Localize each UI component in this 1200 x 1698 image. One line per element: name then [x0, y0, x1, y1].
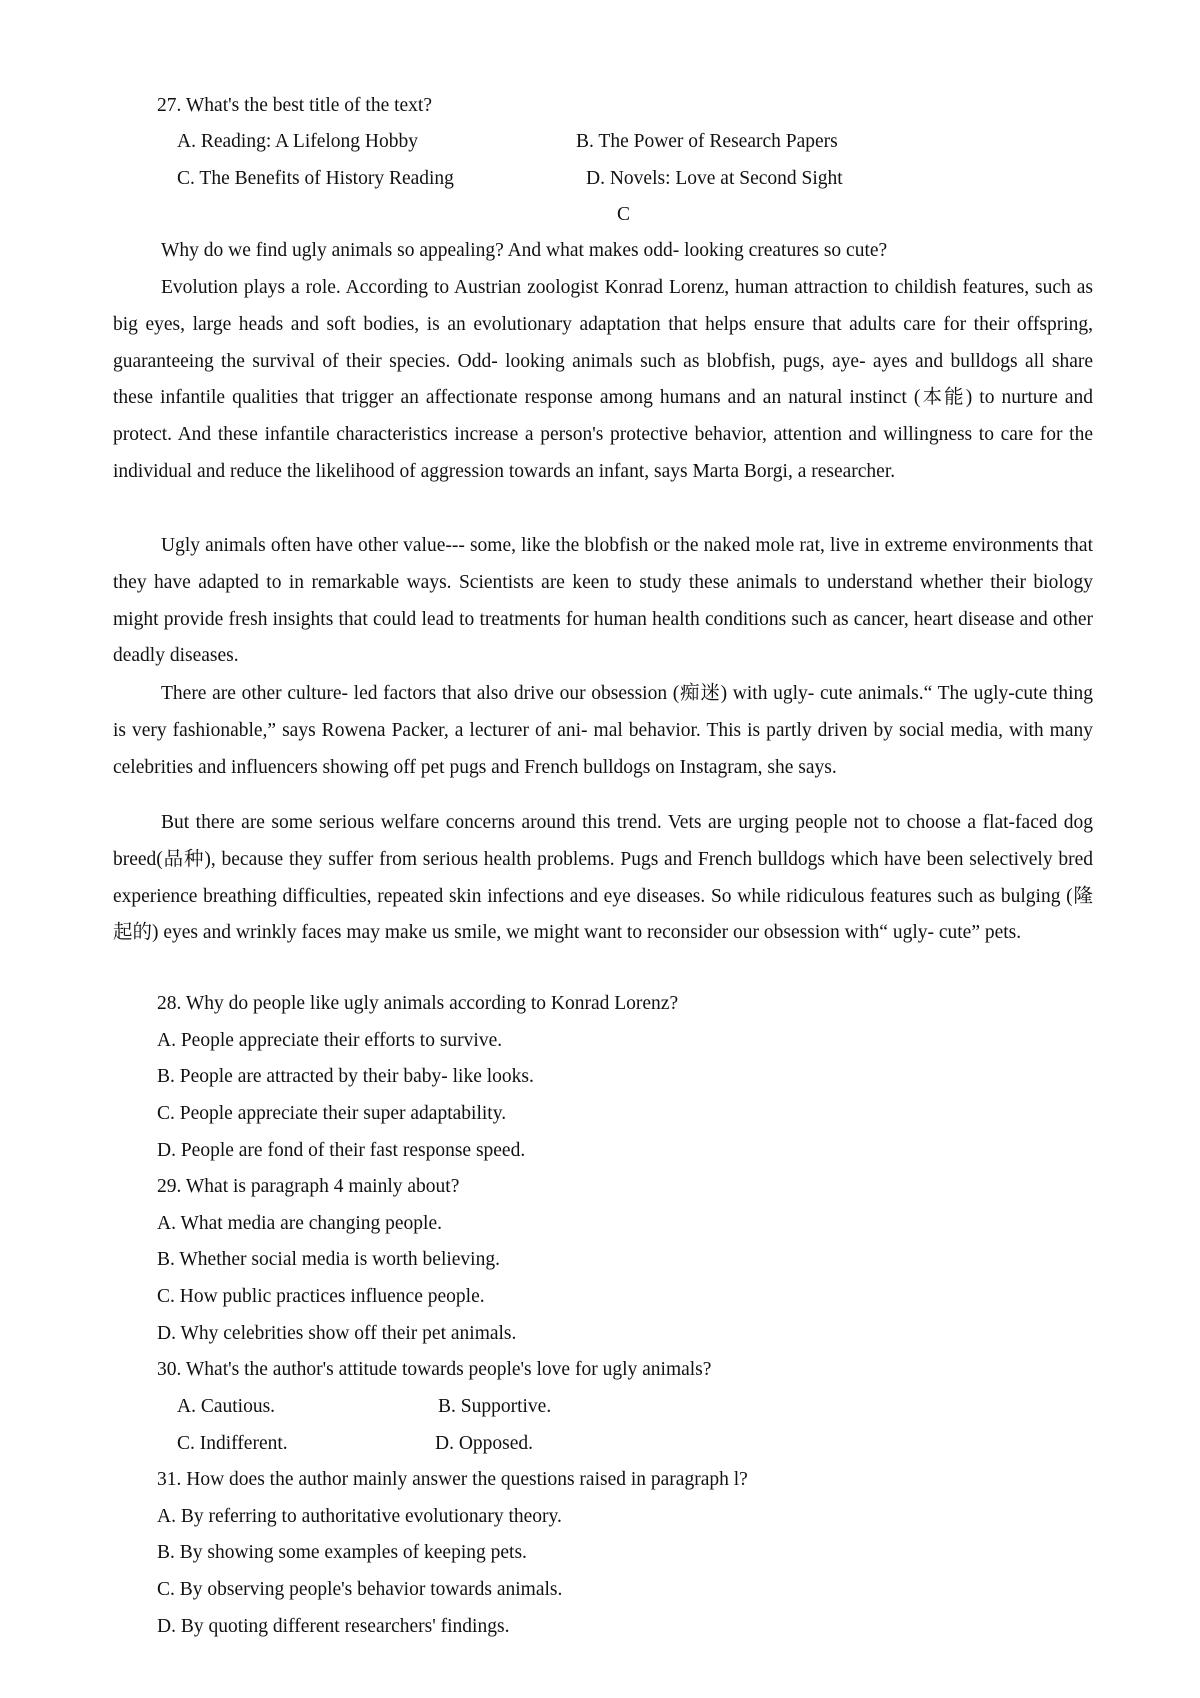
q29-stem: 29. What is paragraph 4 mainly about? [157, 1176, 460, 1197]
q27-option-c: C. The Benefits of History Reading [177, 168, 454, 189]
passage-paragraph-1-text: Why do we find ugly animals so appealing? And what makes odd- looking creatures so cute? [161, 240, 888, 261]
q29-option-b: B. Whether social media is worth believing. [157, 1249, 500, 1270]
q29-option-c: C. How public practices influence people. [157, 1286, 485, 1307]
q28-stem: 28. Why do people like ugly animals according to Konrad Lorenz? [157, 993, 679, 1014]
q27-option-a: A. Reading: A Lifelong Hobby [177, 131, 419, 152]
passage-paragraph-4-text: There are other culture- led factors that also drive our obsession (痴迷) with ugly- cute animals.“ The ugly-cute thing is very fashionable,” says Rowena Packer, a lecturer of ani- mal behavior. This is partly driven by social media, with many celebrities and influencers showing off pet pugs and French bulldogs on Instagram, she says. [113, 683, 1093, 778]
passage-paragraph-5-text: But there are some serious welfare concerns around this trend. Vets are urging people not to choose a flat-faced dog breed(品种), because they suffer from serious health problems. Pugs and French bulldogs which have been selectively bred experience breathing difficulties, repeated skin infections and eye diseases. So while ridiculous features such as bulging (隆起的) eyes and wrinkly faces may make us smile, we might want to reconsider our obsession with“ ugly- cute” pets. [113, 812, 1093, 944]
passage-paragraph-4 [113, 676, 1093, 786]
passage-paragraph-2-text: Evolution plays a role. According to Austrian zoologist Konrad Lorenz, human attraction to childish features, such as big eyes, large heads and soft bodies, is an evolutionary adaptation that helps ensure that adults care for their offspring, guaranteeing the survival of their species. Odd- looking animals such as blobfish, pugs, aye- ayes and bulldogs all share these infantile qualities that trigger an affectionate response among humans and an natural instinct (本能) to nurture and protect. And these infantile characteristics increase a person's protective behavior, attention and willingness to care for the individual and reduce the likelihood of aggression towards an infant, says Marta Borgi, a researcher. [113, 277, 1093, 482]
section-label: C [617, 204, 631, 225]
q31-option-d: D. By quoting different researchers' findings. [157, 1616, 510, 1637]
q31-option-a: A. By referring to authoritative evolutionary theory. [157, 1506, 562, 1527]
q27-option-d: D. Novels: Love at Second Sight [586, 168, 843, 189]
q30-option-d: D. Opposed. [435, 1433, 534, 1454]
q27-option-b: B. The Power of Research Papers [576, 131, 838, 152]
q30-option-b: B. Supportive. [438, 1396, 552, 1417]
q31-stem: 31. How does the author mainly answer the questions raised in paragraph l? [157, 1469, 748, 1490]
q29-option-d: D. Why celebrities show off their pet animals. [157, 1323, 517, 1344]
q31-option-c: C. By observing people's behavior towards animals. [157, 1579, 563, 1600]
q28-option-b: B. People are attracted by their baby- like looks. [157, 1066, 534, 1087]
q28-option-c: C. People appreciate their super adaptability. [157, 1103, 507, 1124]
passage-paragraph-5 [113, 805, 1093, 952]
passage-paragraph-3 [113, 528, 1093, 675]
q28-option-d: D. People are fond of their fast response speed. [157, 1140, 526, 1161]
q31-option-b: B. By showing some examples of keeping pets. [157, 1542, 527, 1563]
passage-paragraph-1 [113, 233, 1093, 270]
passage-paragraph-2 [113, 270, 1093, 491]
q27-stem: 27. What's the best title of the text? [157, 95, 432, 116]
passage-paragraph-3-text: Ugly animals often have other value--- some, like the blobfish or the naked mole rat, live in extreme environments that they have adapted to in remarkable ways. Scientists are keen to study these animals to understand whether their biology might provide fresh insights that could lead to treatments for human health conditions such as cancer, heart disease and other deadly diseases. [113, 535, 1093, 667]
q28-option-a: A. People appreciate their efforts to survive. [157, 1030, 503, 1051]
q30-option-a: A. Cautious. [177, 1396, 276, 1417]
q29-option-a: A. What media are changing people. [157, 1213, 442, 1234]
q30-option-c: C. Indifferent. [177, 1433, 288, 1454]
q30-stem: 30. What's the author's attitude towards people's love for ugly animals? [157, 1359, 712, 1380]
